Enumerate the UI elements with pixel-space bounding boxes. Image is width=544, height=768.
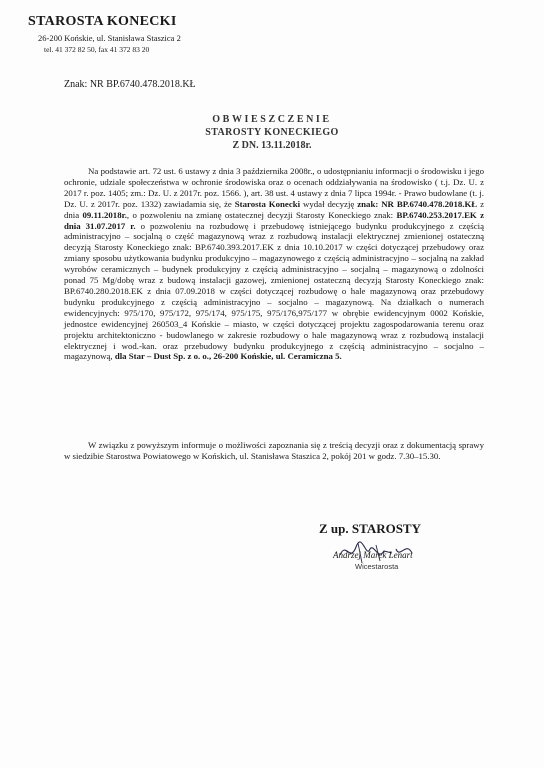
p1-applicant: dla Star – Dust Sp. z o. o., 26-200 Końskie, ul. Ceramiczna 5.: [114, 351, 342, 362]
p1-decision-date: 09.11.2018r.: [82, 209, 127, 220]
document-date: Z DN. 13.11.2018r.: [232, 140, 312, 151]
office-address: 26-200 Końskie, ul. Stanisława Staszica 2: [38, 33, 181, 43]
reference-number: Znak: NR BP.6740.478.2018.KŁ: [64, 79, 196, 90]
body-paragraph-1: [64, 166, 484, 362]
body-paragraph-2: W związku z powyższym informuje o możliwości zapoznania się z treścią decyzji oraz z dokumentacją sprawy w siedzibie Starostwa Powiatowego w Końskich, ul. Stanisława Staszica 2, pokój 201 w godz. 7.30–15.30.: [64, 440, 484, 461]
p1-authority: Starosta Konecki: [234, 198, 301, 209]
office-name: STAROSTA KONECKI: [28, 14, 177, 29]
signature-heading: Z up. STAROSTY: [319, 521, 421, 536]
p1-text-a: Na podstawie art. 72 ust. 6 ustawy z dnia 3 października 2008r., o udostępnianiu informacji o środowisku i jego ochronie, udziale społeczeństwa w ochronie środowiska oraz o ocenach oddziaływania na środowisko ( t.j. Dz. U. z 2017 r. poz. 1405; zm.: Dz. U. z 2017r. poz. 1566. ), art. 38 ust. 4 ustawy z dnia 7 lipca 1994r. - Prawo budowlane (t. j. Dz. U. z 2017r. poz. 1332) zawiadamia się, że: [64, 166, 484, 209]
p1-decision-ref: znak: NR BP.6740.478.2018.KŁ: [357, 198, 478, 209]
office-phone: tel. 41 372 82 50, fax 41 372 83 20: [44, 45, 150, 54]
document-subtitle: STAROSTY KONECKIEGO: [205, 127, 339, 138]
p1-text-g: , o pozwoleniu na zmianę ostatecznej decyzji Starosty Koneckiego znak:: [126, 209, 394, 220]
signatory-role: Wicestarosta: [355, 562, 399, 571]
signatory-name: Andrzej Marek Lenart: [333, 550, 413, 560]
document-title: OBWIESZCZENIE: [212, 114, 332, 125]
p1-previous-decision: BP.6740.253.2017.EK z dnia 31.07.2017 r.: [64, 209, 485, 231]
p1-text-c: wydał decyzję: [303, 198, 355, 209]
p1-text-i: o pozwoleniu na rozbudowę i przebudowę istniejącego budynku produkcyjnego z częścią administracyjno – socjalną o część magazynową wraz z rozbudową instalacji elektrycznej zmienionej ostateczną decyzją Starosty Koneckiego znak: BP.6740.393.2017.EK z dnia 10.10.2017 w części dotyczącej przebudowy oraz zmiany sposobu użytkowania budynku produkcyjno – magazynowego z częścią administracyjno – socjalną na zakład wyrobów ceramicznych – budynek produkcyjny z częścią administracyjno – socjalną – magazynową o zdolności ponad 75 Mg/dobę wraz z budową instalacji gazowej, zmienionej ostateczną decyzją Starosty Koneckiego znak: BP.6740.280.2018.EK z dnia 07.09.2018 w części dotyczącej rozbudowę o hale magazynową oraz przebudowy budynku produkcyjnego z częścią administracyjno – socjalno – magazynową. Na działkach o numerach ewidencyjnych: 975/170, 975/172, 975/174, 975/175, 975/176,975/177 w obrębie ewidencyjnym 0002 Końskie, jednostce ewidencyjnej 260503_4 Końskie – miasto, w części dotyczącej projektu zagospodarowania terenu oraz projektu architektoniczno - budowlanego w zakresie rozbudowy o hale magazynową wraz z rozbudową instalacji elektrycznej i wod.-kan. oraz przebudowy budynku produkcyjnego z częścią administracyjno – socjalno – magazynową,: [64, 220, 484, 362]
p1-text-e: z dnia: [64, 198, 485, 220]
